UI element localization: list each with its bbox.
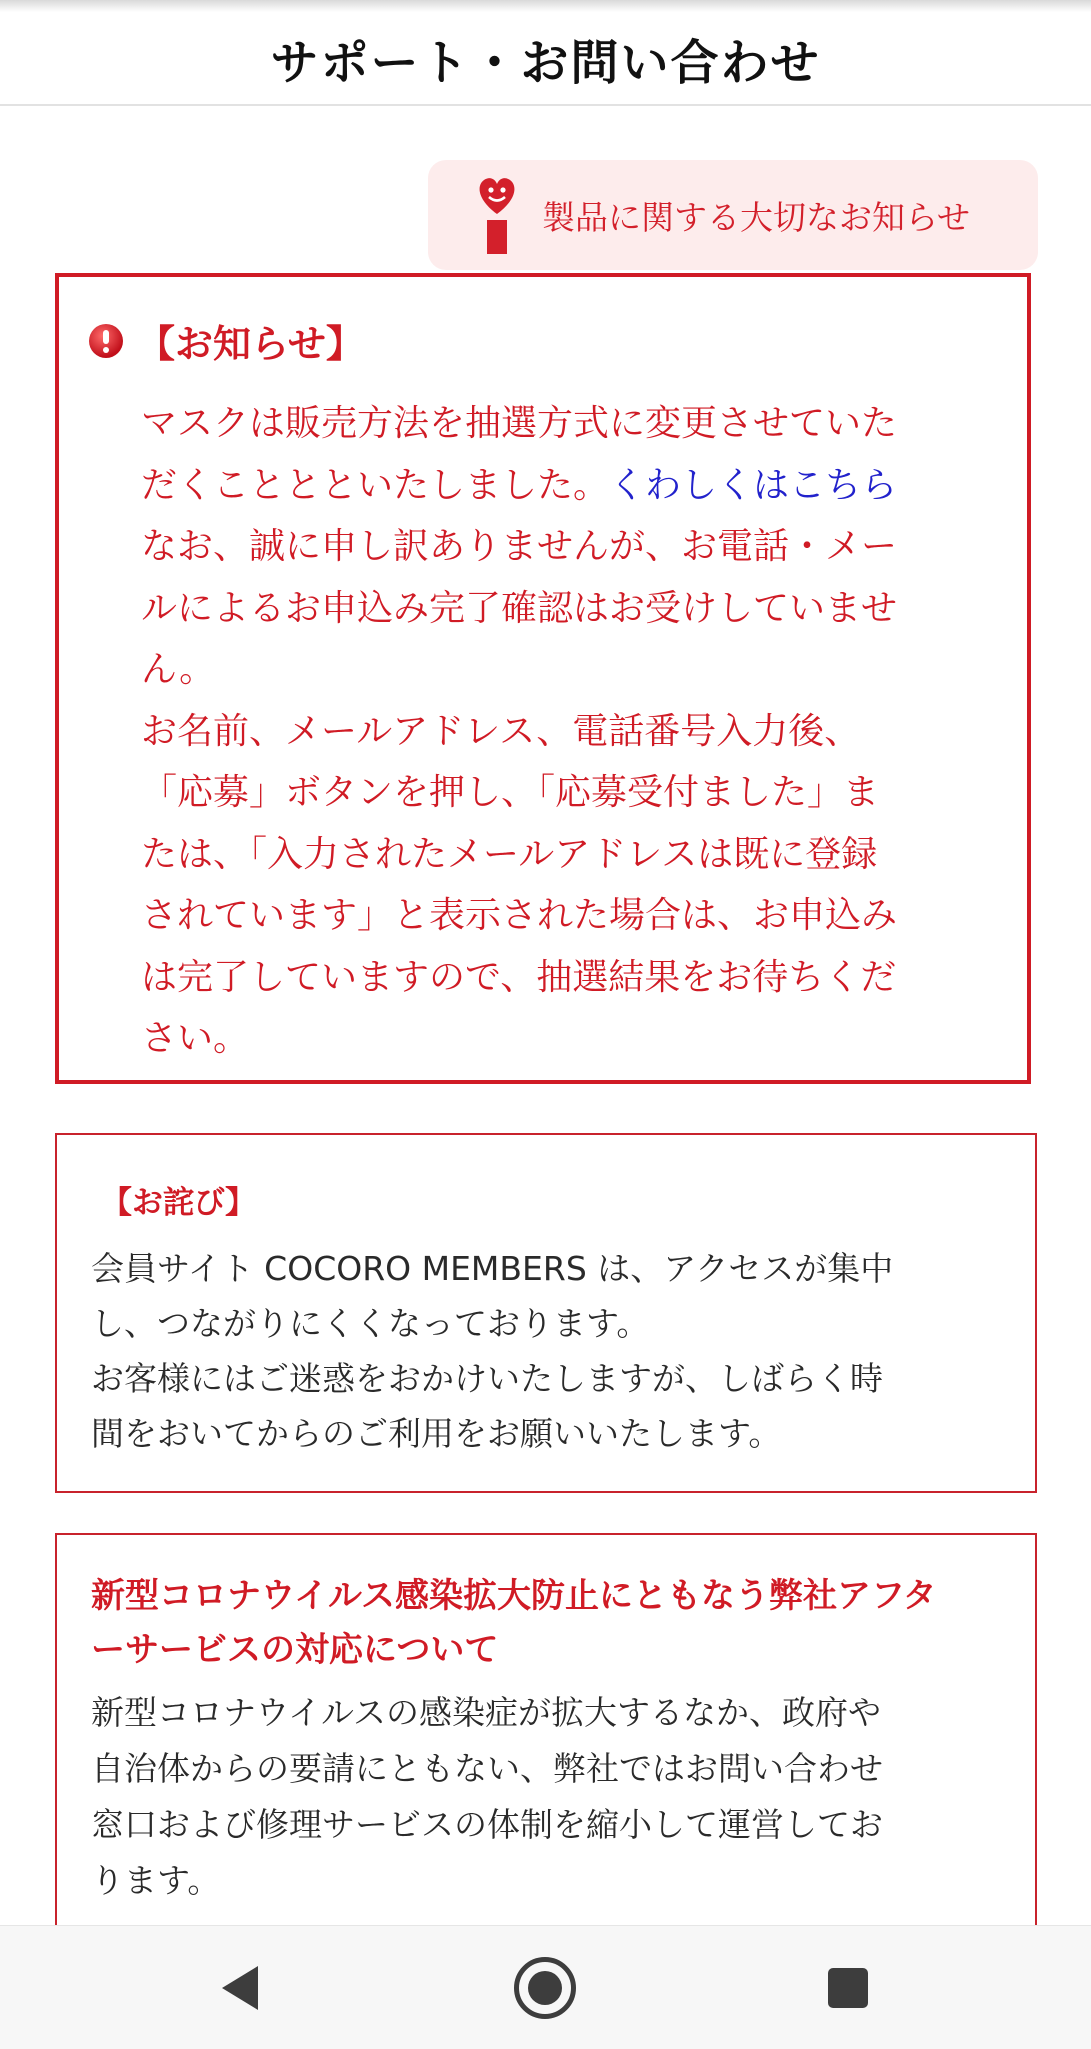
notice-box <box>55 273 1031 1084</box>
system-navigation-bar <box>0 1925 1091 2049</box>
apology-line: 間をおいてからのご利用をお願いいたします。 <box>91 1414 782 1453</box>
notice-line: たは、「入力されたメールアドレスは既に登録 <box>141 833 878 875</box>
corona-line: ります。 <box>91 1861 221 1900</box>
page-header <box>0 12 1091 106</box>
notice-line: 「応募」ボタンを押し、「応募受付ました」ま <box>141 772 880 813</box>
heart-person-logo-icon <box>474 174 520 256</box>
apology-box <box>55 1133 1037 1493</box>
recents-icon <box>828 1968 868 2008</box>
corona-line: 窓口および修理サービスの体制を縮小して運営してお <box>91 1805 883 1844</box>
notice-line: ん。 <box>141 649 216 690</box>
notice-line: は完了していますので、抽選結果をお待ちくだ <box>141 956 897 998</box>
status-bar-shadow <box>0 0 1091 12</box>
notice-heading <box>89 313 364 368</box>
notice-line: お名前、メールアドレス、電話番号入力後、 <box>141 710 861 752</box>
apology-line: し、つながりにくくなっております。 <box>91 1304 650 1343</box>
important-product-notice-button[interactable] <box>428 160 1038 270</box>
corona-title-line: ーサービスの対応について <box>91 1630 499 1670</box>
home-icon <box>514 1957 576 2019</box>
notice-line: ルによるお申込み完了確認はお受けしていませ <box>141 587 898 629</box>
corona-line: 自治体からの要請にともない、弊社ではお問い合わせ <box>91 1749 883 1788</box>
details-link[interactable]: くわしくはこちら <box>609 464 898 506</box>
notice-line: なお、誠に申し訳ありませんが、お電話・メー <box>141 526 898 567</box>
important-notice-label: 製品に関する大切なお知らせ <box>542 197 971 237</box>
notice-title: 【お知らせ】 <box>137 322 364 366</box>
notice-body <box>141 393 1021 1070</box>
page-title: サポート・お問い合わせ <box>270 34 821 91</box>
corona-service-box <box>55 1533 1037 1933</box>
corona-line: 新型コロナウイルスの感染症が拡大するなか、政府や <box>91 1693 882 1732</box>
apology-body <box>91 1241 1011 1461</box>
apology-title: 【お詫び】 <box>101 1185 256 1221</box>
corona-service-title <box>91 1569 1011 1677</box>
apology-line: 会員サイト COCORO MEMBERS は、アクセスが集中 <box>91 1249 894 1288</box>
home-button[interactable] <box>485 1926 605 2049</box>
back-icon <box>222 1966 258 2010</box>
notice-line: マスクは販売方法を抽選方式に変更させていた <box>141 403 898 444</box>
alert-icon <box>89 324 123 358</box>
notice-line: さい。 <box>141 1018 250 1059</box>
corona-service-body <box>91 1685 1011 1909</box>
apology-line: お客様にはご迷惑をおかけいたしますが、しばらく時 <box>91 1359 883 1398</box>
corona-title-line: 新型コロナウイルス感染拡大防止にともなう弊社アフタ <box>91 1576 937 1616</box>
notice-line <box>141 455 1021 517</box>
notice-line-text: だくこととといたしました。 <box>141 464 610 506</box>
notice-line: されています」と表示された場合は、お申込み <box>141 895 898 936</box>
recents-button[interactable] <box>788 1926 908 2049</box>
back-button[interactable] <box>180 1926 300 2049</box>
